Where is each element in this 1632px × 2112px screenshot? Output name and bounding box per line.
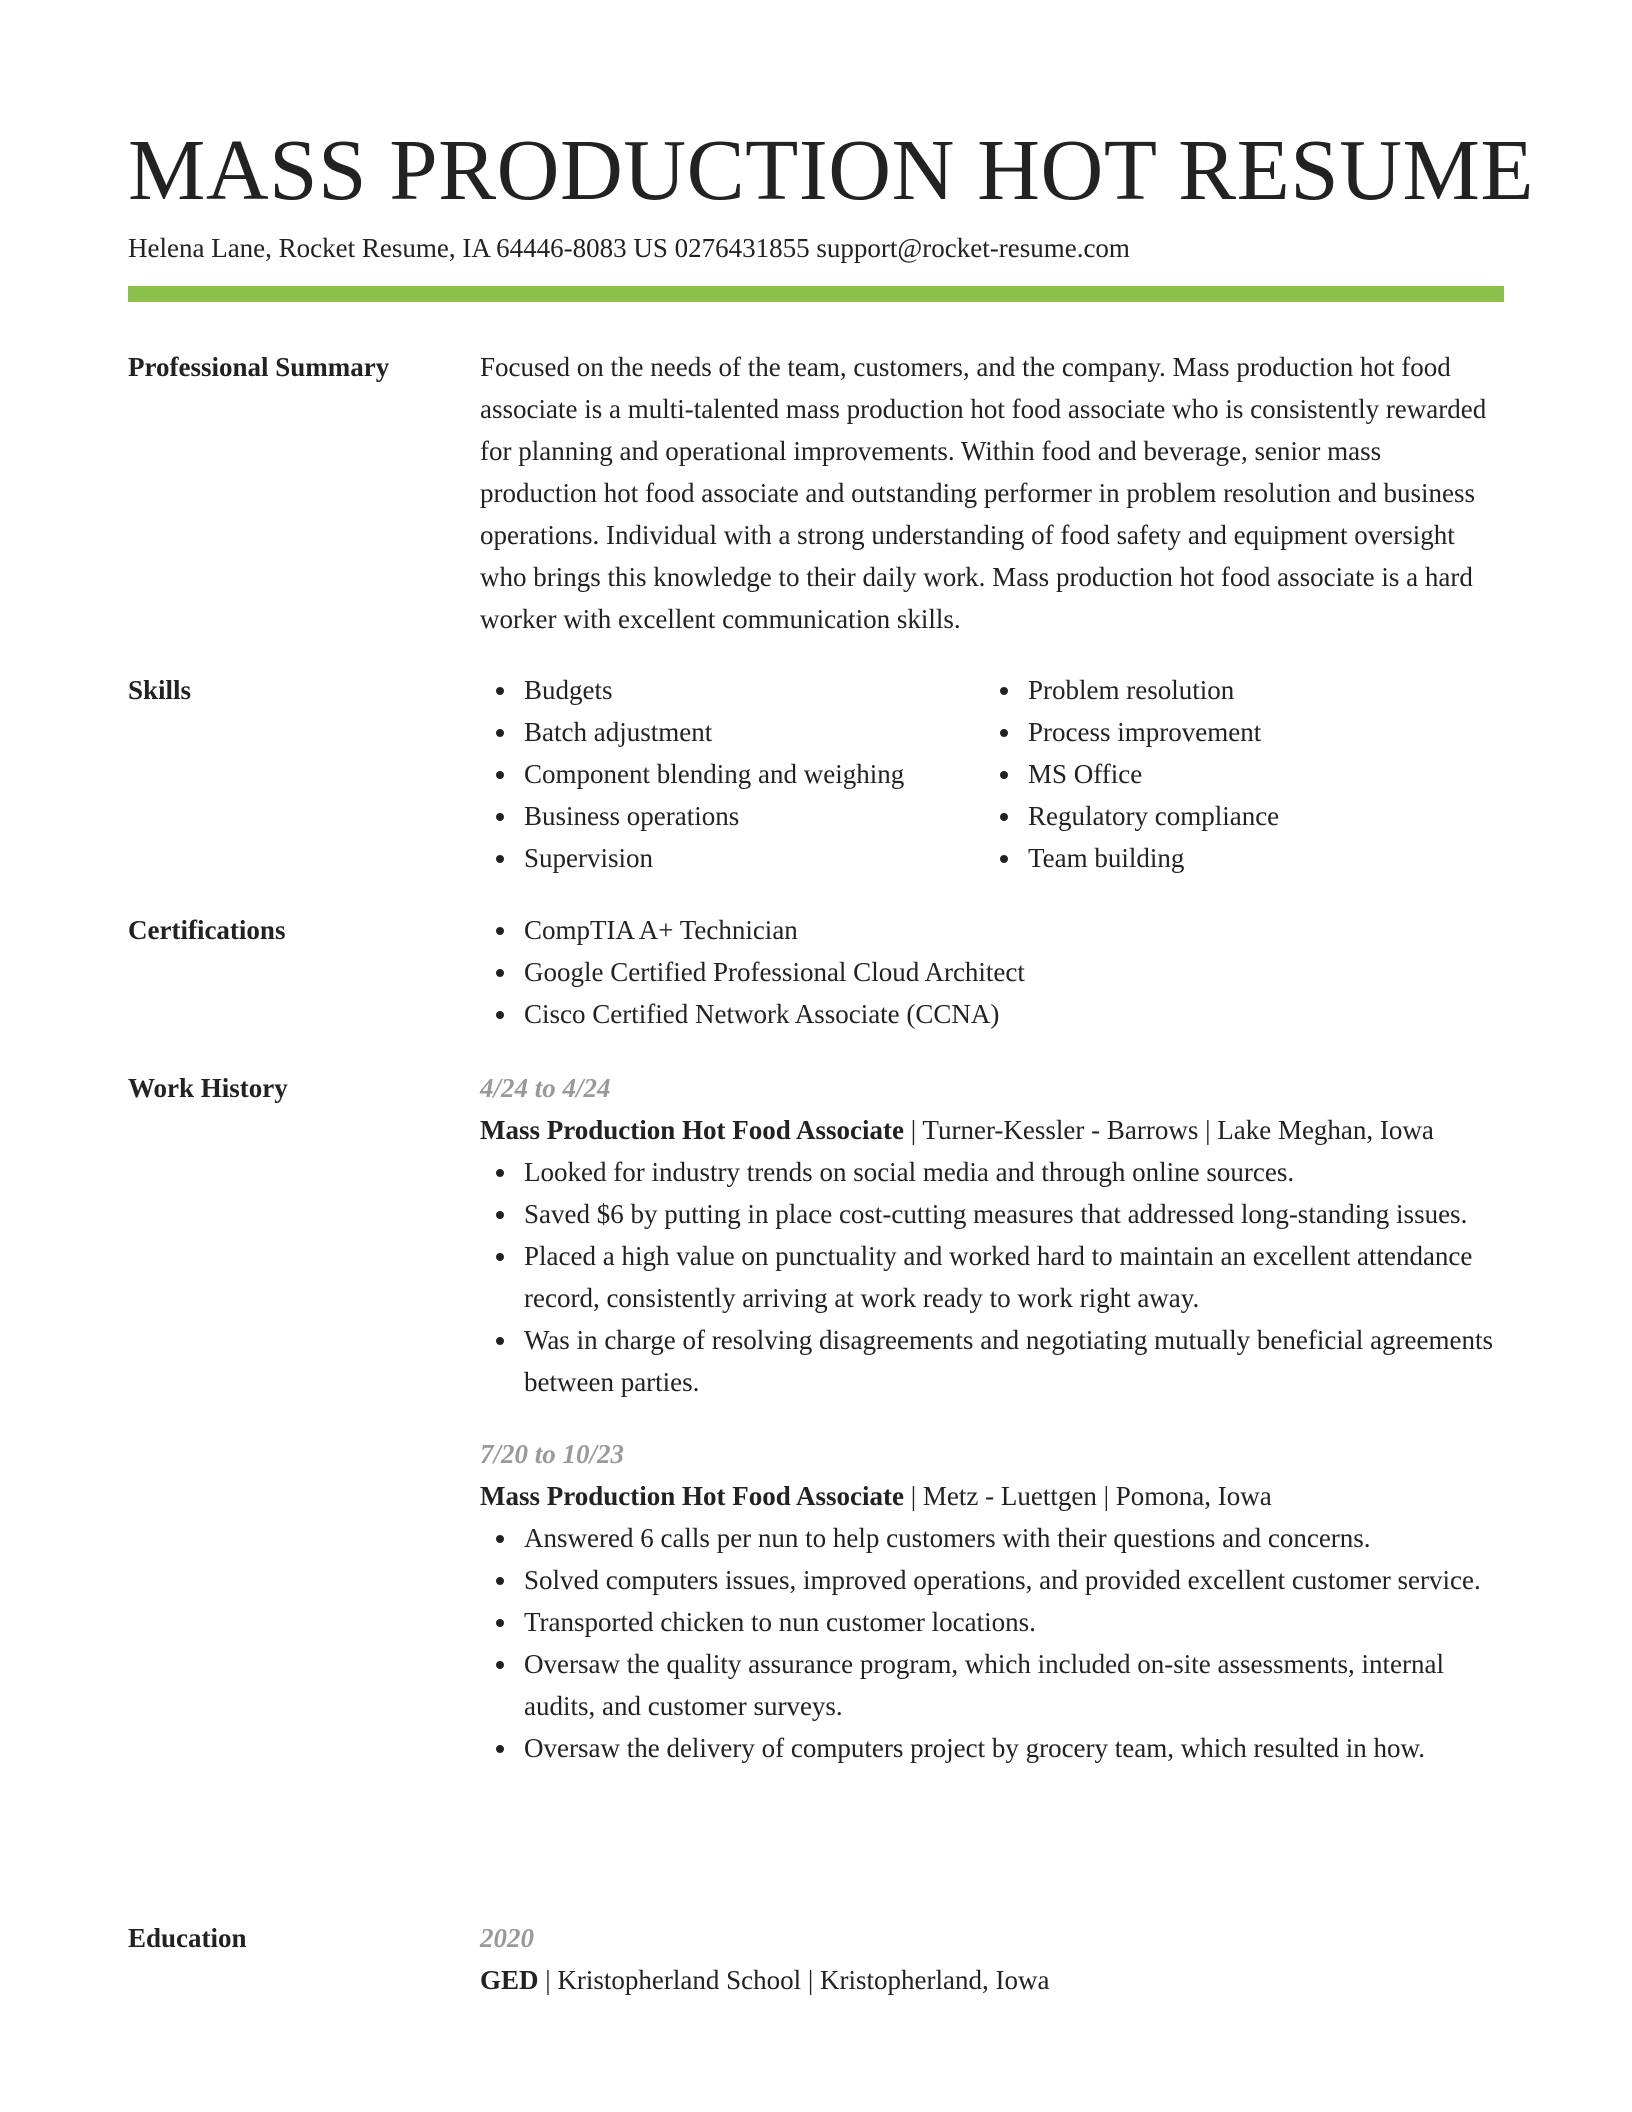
job-bullet: Saved $6 by putting in place cost-cutting measures that addressed long-standing issues. [480, 1193, 1504, 1235]
job-heading-line [480, 1475, 1504, 1517]
job-separator [1097, 1481, 1116, 1511]
skills-grid [480, 669, 1504, 879]
skill-item: MS Office [984, 753, 1488, 795]
skill-item: Component blending and weighing [480, 753, 984, 795]
resume-title: MASS PRODUCTION HOT RESUME [128, 121, 1535, 218]
summary-body [480, 346, 1504, 640]
skills-heading: Skills [128, 675, 192, 705]
certification-item: Google Certified Professional Cloud Architect [480, 951, 1504, 993]
job-bullet: Transported chicken to nun customer locations. [480, 1601, 1504, 1643]
skill-item: Batch adjustment [480, 711, 984, 753]
job-dates: 4/24 to 4/24 [480, 1073, 611, 1103]
contact-address: Rocket Resume, IA 64446-8083 US [278, 233, 668, 263]
work-history-body [480, 1067, 1504, 1769]
education-location: Kristopherland, Iowa [820, 1965, 1050, 1995]
skill-item: Process improvement [984, 711, 1488, 753]
job-company: Turner-Kessler - Barrows [922, 1115, 1199, 1145]
job-company: Metz - Luettgen [922, 1481, 1097, 1511]
job-entry [480, 1433, 1504, 1769]
job-bullet: Oversaw the delivery of computers project by grocery team, which resulted in how. [480, 1727, 1504, 1769]
certification-item: CompTIA A+ Technician [480, 909, 1504, 951]
job-bullet: Placed a high value on punctuality and worked hard to maintain an excellent attendance record, consistently arriving at work ready to work right away. [480, 1235, 1504, 1319]
job-bullet: Answered 6 calls per nun to help customers with their questions and concerns. [480, 1517, 1504, 1559]
job-entry [480, 1067, 1504, 1403]
certifications-heading: Certifications [128, 915, 286, 945]
certifications-list [480, 909, 1504, 1035]
education-degree: GED [480, 1965, 539, 1995]
contact-email[interactable]: support@rocket-resume.com [816, 233, 1130, 263]
job-separator [904, 1115, 922, 1145]
contact-line [128, 230, 1130, 266]
job-title: Mass Production Hot Food Associate [480, 1481, 904, 1511]
education-year: 2020 [480, 1923, 534, 1953]
certifications-body [480, 909, 1504, 1035]
education-separator [801, 1965, 820, 1995]
skill-item: Supervision [480, 837, 984, 879]
education-line [480, 1959, 1504, 2001]
contact-phone: 0276431855 [674, 233, 810, 263]
summary-text: Focused on the needs of the team, customers, and the company. Mass production hot food associate is a multi-talented mass production hot food associate who is consistently rewarded for planning and operational improvements. Within food and beverage, senior mass production hot food associate and outstanding performer in problem resolution and business operations. Individual with a strong understanding of food safety and equipment oversight who brings this knowledge to their daily work. Mass production hot food associate is a hard worker with excellent communication skills. [480, 352, 1487, 634]
skill-item: Regulatory compliance [984, 795, 1488, 837]
job-bullet: Looked for industry trends on social media and through online sources. [480, 1151, 1504, 1193]
education-separator [539, 1965, 558, 1995]
job-title: Mass Production Hot Food Associate [480, 1115, 904, 1145]
work-history-heading: Work History [128, 1073, 288, 1103]
education-heading: Education [128, 1923, 247, 1953]
job-location: Pomona, Iowa [1115, 1481, 1272, 1511]
header-accent-divider [128, 286, 1504, 302]
job-bullets [480, 1517, 1504, 1769]
skill-item: Business operations [480, 795, 984, 837]
job-bullet: Was in charge of resolving disagreements and negotiating mutually beneficial agreements between parties. [480, 1319, 1504, 1403]
skill-item: Budgets [480, 669, 984, 711]
job-location: Lake Meghan, Iowa [1217, 1115, 1434, 1145]
contact-name: Helena Lane, [128, 233, 272, 263]
job-separator [1198, 1115, 1217, 1145]
job-bullet: Solved computers issues, improved operations, and provided excellent customer service. [480, 1559, 1504, 1601]
summary-heading: Professional Summary [128, 352, 390, 382]
skills-column-right [984, 669, 1488, 879]
skill-item: Team building [984, 837, 1488, 879]
skills-column-left [480, 669, 984, 879]
education-school: Kristopherland School [557, 1965, 802, 1995]
job-bullet: Oversaw the quality assurance program, which included on-site assessments, internal audits, and customer surveys. [480, 1643, 1504, 1727]
job-heading-line [480, 1109, 1504, 1151]
job-dates: 7/20 to 10/23 [480, 1439, 625, 1469]
certification-item: Cisco Certified Network Associate (CCNA) [480, 993, 1504, 1035]
skill-item: Problem resolution [984, 669, 1488, 711]
job-bullets [480, 1151, 1504, 1403]
education-body [480, 1917, 1504, 2001]
job-separator [904, 1481, 923, 1511]
